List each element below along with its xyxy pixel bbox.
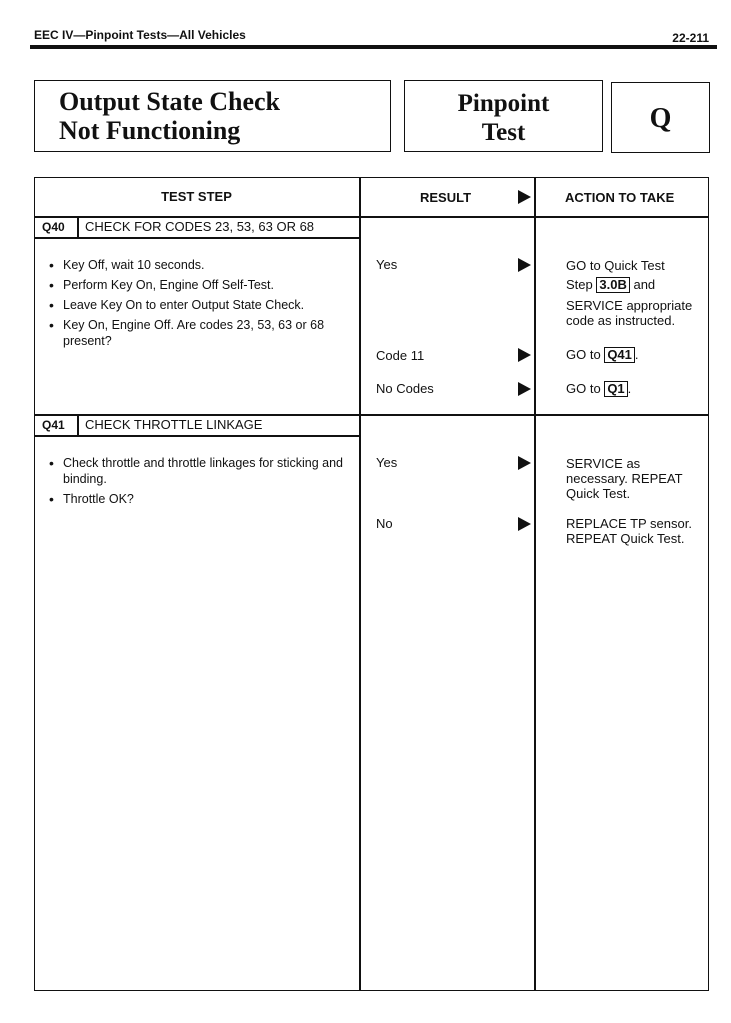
action-text: SERVICE appropriate code as instructed. [566,298,693,328]
test-letter-box [611,82,710,153]
action-text: and [633,277,656,292]
q40-result-code-11: Code 11 [376,348,425,363]
pinpoint-line-2: Test [481,119,526,146]
step-reference-box: Q41 [604,347,635,363]
action-text: . [627,381,632,396]
test-letter: Q [649,103,672,134]
q41-result-no: No [376,516,393,531]
pinpoint-label [405,89,602,147]
q40-title-rule [34,237,360,239]
header-rule [30,45,717,49]
divider-action [534,177,536,991]
arrow-right-icon [518,258,531,272]
pinpoint-line-1: Pinpoint [457,90,550,117]
column-header-action: ACTION TO TAKE [565,190,675,205]
q41-bullet: • Check throttle and throttle linkages for sticking and binding. [49,455,349,487]
arrow-right-icon [518,190,531,204]
page-number: 22-211 [672,31,709,45]
q40-id-divider [77,216,79,238]
action-step-line [566,277,706,293]
action-text: GO to Quick Test [566,258,665,273]
q40-bullet: • Perform Key On, Engine Off Self-Test. [49,277,349,293]
q40-bullet: • Key Off, wait 10 seconds. [49,257,349,273]
step-id-q41: Q41 [42,418,65,432]
q41-instructions [49,455,349,511]
q40-bullet: • Leave Key On to enter Output State Check. [49,297,349,313]
arrow-right-icon [518,382,531,396]
q40-action-code-11 [566,347,639,363]
title-box [34,80,391,152]
column-header-test-step: TEST STEP [161,189,232,204]
q41-action-yes: SERVICE as necessary. REPEAT Quick Test. [566,456,683,501]
action-text: GO to [566,347,601,362]
running-header: EEC IV—Pinpoint Tests—All Vehicles [34,28,246,42]
arrow-right-icon [518,348,531,362]
step-title-q40: CHECK FOR CODES 23, 53, 63 OR 68 [85,219,315,234]
header-row-rule [34,216,709,218]
q41-bullet: • Throttle OK? [49,491,349,507]
step-reference-box: Q1 [604,381,627,397]
arrow-right-icon [518,517,531,531]
q41-title-rule [34,435,360,437]
page-title [59,87,280,145]
q41-action-no: REPLACE TP sensor. REPEAT Quick Test. [566,516,692,546]
column-header-result: RESULT [420,190,472,205]
q40-result-no-codes: No Codes [376,381,434,396]
action-text: GO to [566,381,601,396]
arrow-right-icon [518,456,531,470]
q41-result-yes: Yes [376,455,398,470]
step-reference-box: 3.0B [596,277,629,293]
title-line-1: Output State Check [59,87,281,116]
title-line-2: Not Functioning [59,116,241,145]
q40-result-yes: Yes [376,257,398,272]
pinpoint-test-box [404,80,603,152]
step-title-q41: CHECK THROTTLE LINKAGE [85,417,263,432]
q40-action-no-codes [566,381,631,397]
q40-action-yes [566,258,706,328]
step-row-rule [34,414,709,416]
q40-instructions [49,257,349,353]
q40-bullet: • Key On, Engine Off. Are codes 23, 53, 63 or 68 present? [49,317,349,349]
action-text: . [634,347,639,362]
action-text: Step [566,277,593,292]
divider-result [359,177,361,991]
q41-id-divider [77,414,79,436]
step-id-q40: Q40 [42,220,65,234]
